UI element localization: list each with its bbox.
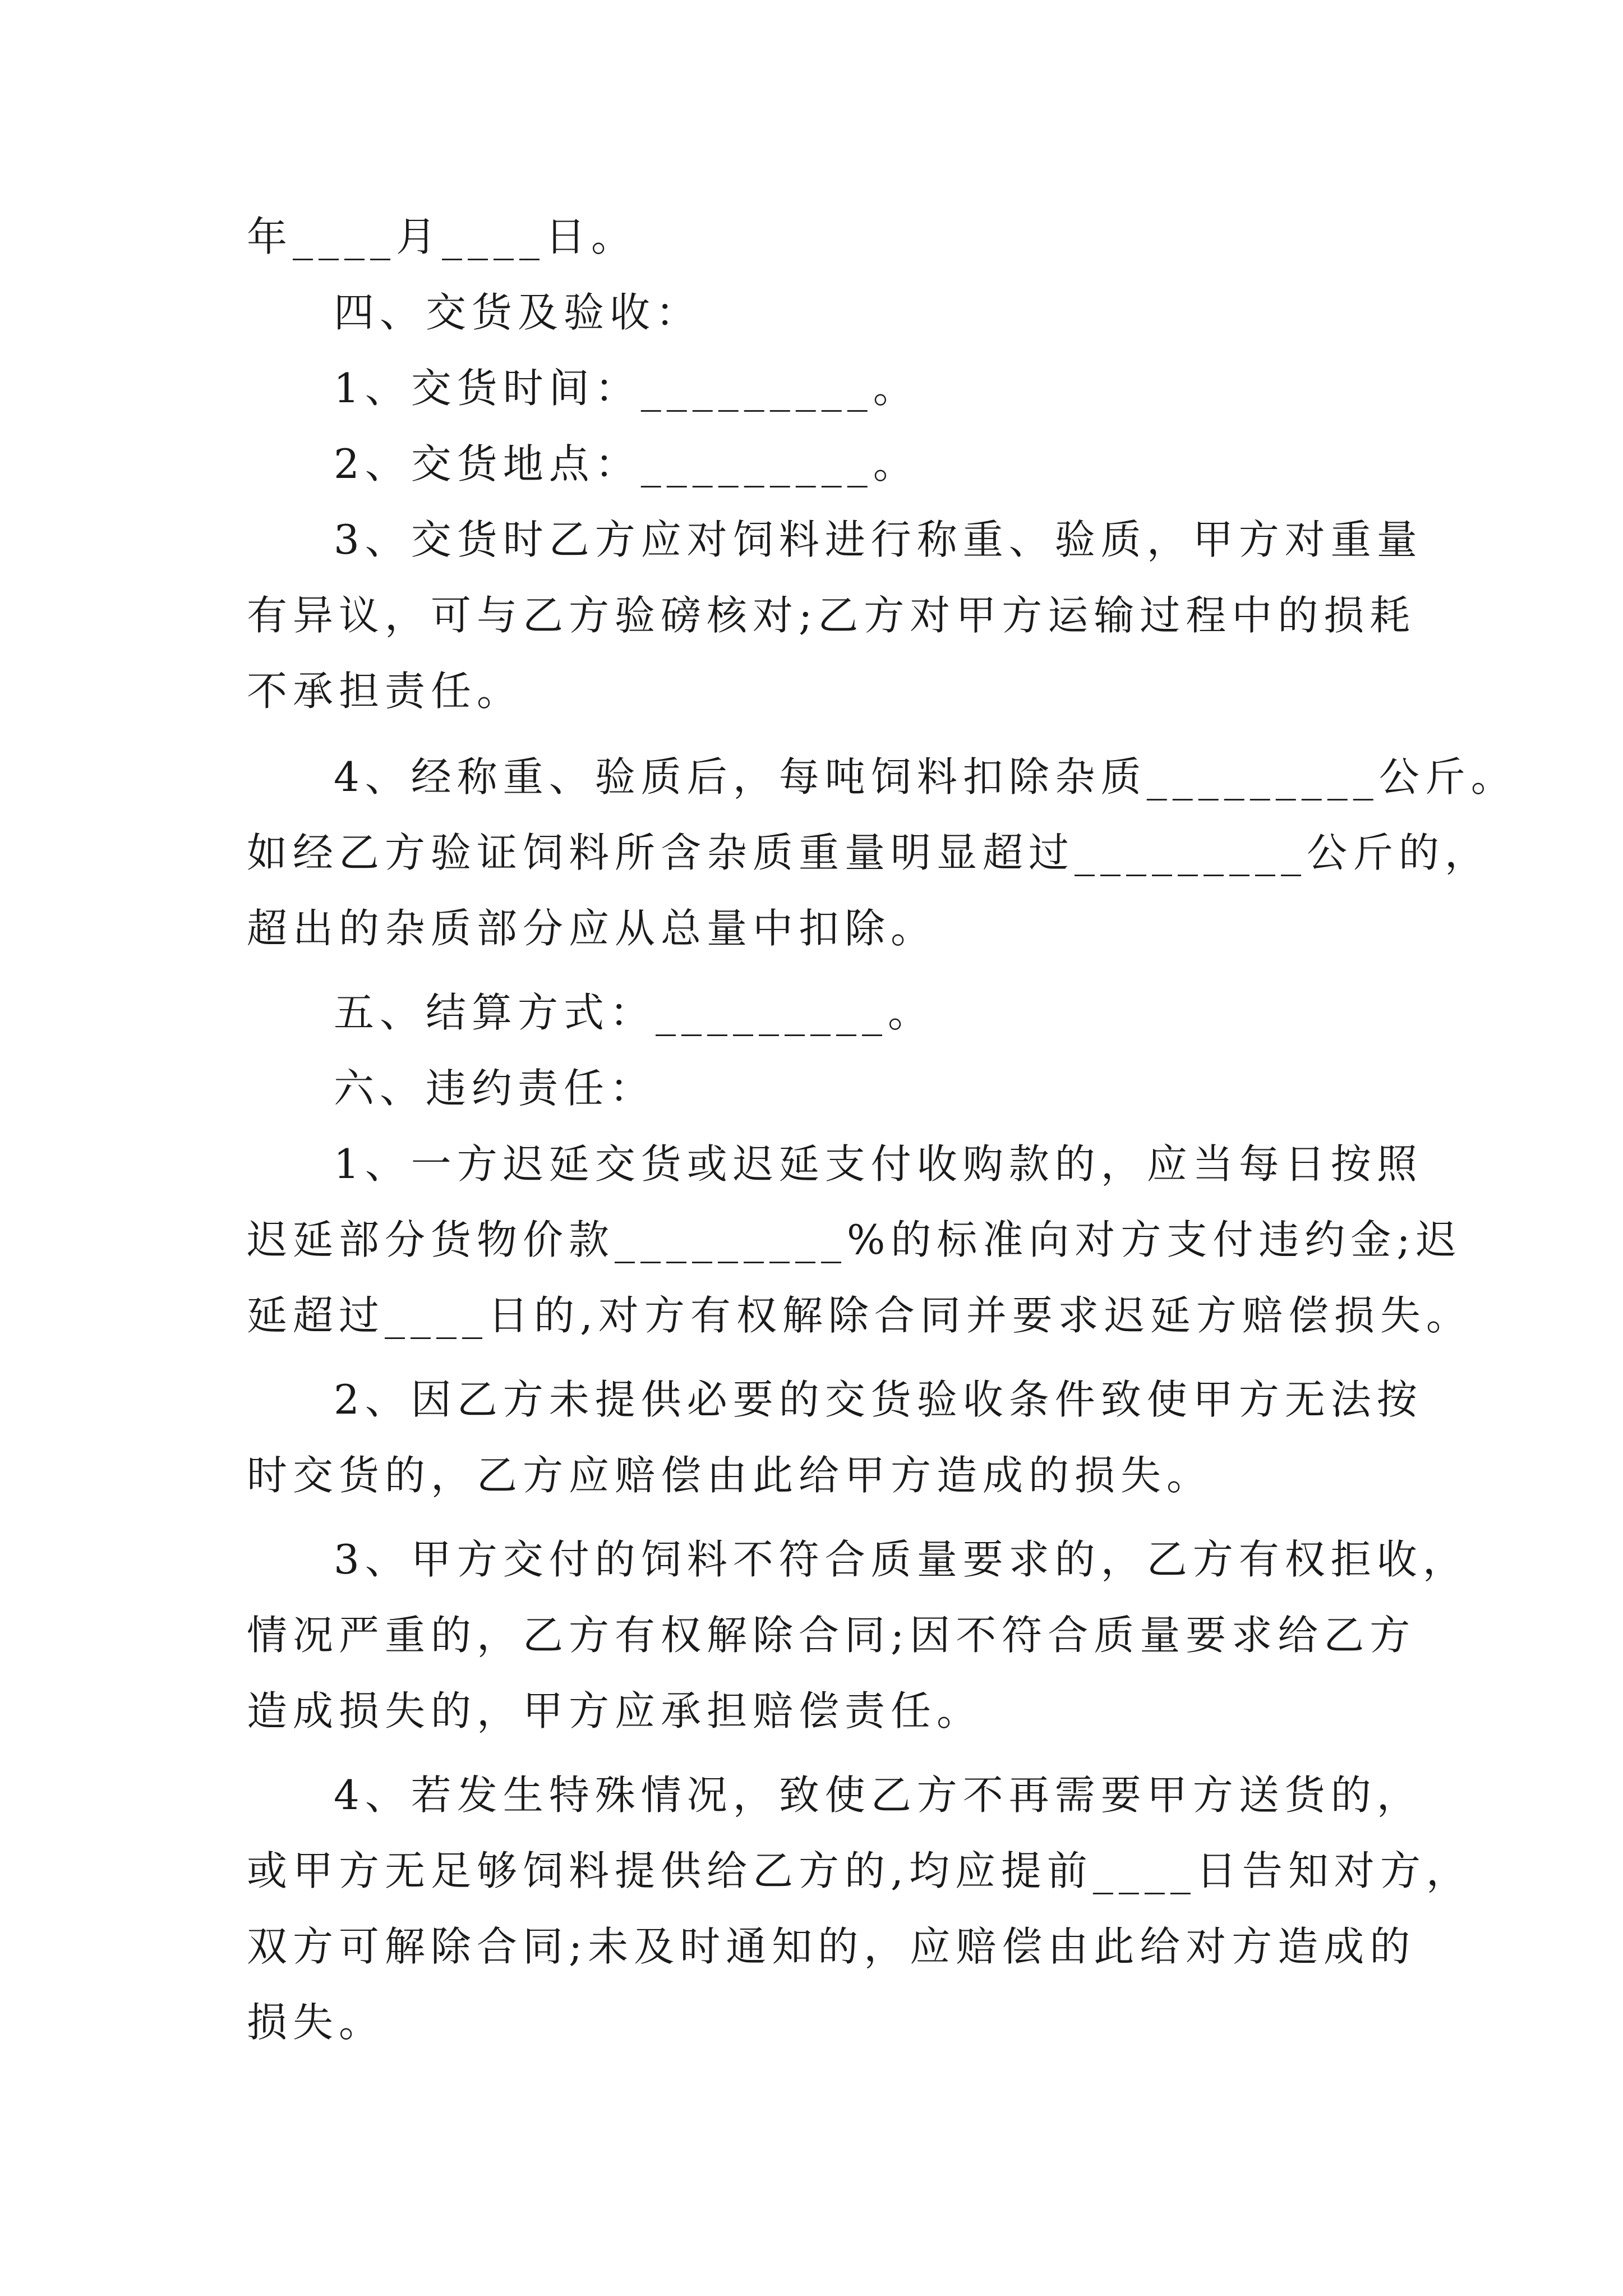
- text-line: 双方可解除合同;未及时通知的，应赔偿由此给对方造成的: [247, 1923, 1416, 1970]
- section-heading-liability: 六、违约责任：: [334, 1065, 656, 1112]
- text-line-date: 年____月____日。: [247, 213, 638, 260]
- text-line: 情况严重的，乙方有权解除合同;因不符合质量要求给乙方: [247, 1612, 1416, 1659]
- text-line: 4、若发生特殊情况，致使乙方不再需要甲方送货的，: [334, 1772, 1423, 1819]
- text-line: 4、经称重、验质后，每吨饲料扣除杂质_________公斤。: [334, 753, 1517, 800]
- section-heading-settlement: 五、结算方式：_________。: [334, 989, 934, 1036]
- text-line: 3、甲方交付的饲料不符合质量要求的，乙方有权拒收，: [334, 1536, 1469, 1583]
- text-line: 或甲方无足够饲料提供给乙方的,均应提前____日告知对方，: [247, 1847, 1472, 1894]
- text-line-delivery-time: 1、交货时间：_________。: [334, 365, 919, 412]
- text-line: 有异议，可与乙方验磅核对;乙方对甲方运输过程中的损耗: [247, 592, 1416, 639]
- text-line: 如经乙方验证饲料所含杂质重量明显超过_________公斤的，: [247, 829, 1491, 876]
- text-line: 迟延部分货物价款_________%的标准向对方支付违约金;迟: [247, 1216, 1462, 1263]
- text-line: 延超过____日的,对方有权解除合同并要求迟延方赔偿损失。: [247, 1292, 1472, 1339]
- text-line: 超出的杂质部分应从总量中扣除。: [247, 905, 937, 952]
- text-line: 造成损失的，甲方应承担赔偿责任。: [247, 1687, 983, 1734]
- text-line: 时交货的，乙方应赔偿由此给甲方造成的损失。: [247, 1452, 1213, 1499]
- text-line: 损失。: [247, 1999, 385, 2046]
- text-line: 1、一方迟延交货或迟延支付收购款的，应当每日按照: [334, 1140, 1423, 1188]
- text-line: 2、因乙方未提供必要的交货验收条件致使甲方无法按: [334, 1376, 1423, 1423]
- section-heading-delivery: 四、交货及验收：: [334, 289, 702, 336]
- text-line: 不承担责任。: [247, 668, 523, 715]
- text-line-delivery-place: 2、交货地点：_________。: [334, 440, 919, 487]
- text-line: 3、交货时乙方应对饲料进行称重、验质，甲方对重量: [334, 516, 1423, 563]
